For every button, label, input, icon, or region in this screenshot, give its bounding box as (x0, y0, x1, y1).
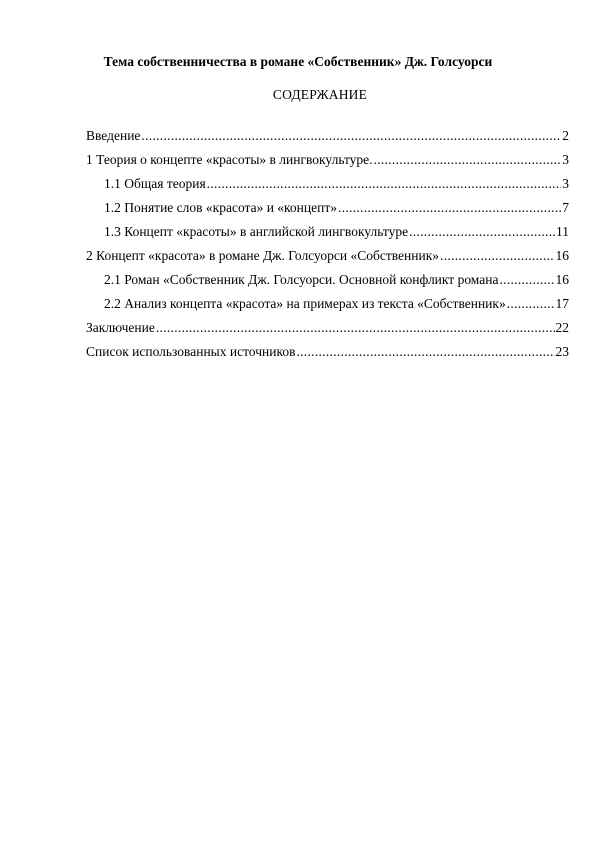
toc-entry-page: 3 (562, 176, 569, 191)
toc-entry-references[interactable] (86, 344, 569, 360)
toc-entry-page: 23 (555, 344, 569, 359)
toc-dot-leader (507, 296, 555, 312)
toc-dot-leader (409, 224, 555, 240)
toc-entry-page: 2 (562, 128, 569, 143)
toc-entry-label: 2.2 Анализ концепта «красота» на примерах из текста «Собственник» (104, 296, 506, 311)
toc-entry-label: 2 Концепт «красота» в романе Дж. Голсуорси «Собственник» (86, 248, 440, 263)
toc-entry-section-2-2[interactable] (104, 296, 569, 312)
toc-entry-label: 1 Теория о концепте «красоты» в лингвокультуре. (86, 152, 373, 167)
toc-entry-page: 11 (556, 224, 569, 239)
toc-dot-leader (338, 200, 561, 216)
toc-entry-chapter-1[interactable] (86, 152, 569, 168)
toc-dot-leader (207, 176, 562, 192)
toc-entry-label: Список использованных источников (86, 344, 296, 359)
toc-entry-section-1-3[interactable] (104, 224, 569, 240)
toc-dot-leader (141, 128, 561, 144)
toc-entry-label: 1.1 Общая теория (104, 176, 206, 191)
toc-entry-page: 16 (555, 272, 569, 287)
toc-entry-label: Введение (86, 128, 141, 143)
toc-entry-label: 1.3 Концепт «красоты» в английской лингвокультуре (104, 224, 409, 239)
toc-entry-page: 7 (562, 200, 569, 215)
toc-dot-leader (499, 272, 554, 288)
toc-dot-leader (156, 320, 555, 336)
toc-entry-label: 1.2 Понятие слов «красота» и «концепт» (104, 200, 337, 215)
toc-entry-chapter-2[interactable] (86, 248, 569, 264)
toc-entry-section-1-2[interactable] (104, 200, 569, 216)
toc-dot-leader (440, 248, 554, 264)
toc-dot-leader (296, 344, 554, 360)
toc-entry-label: Заключение (86, 320, 155, 335)
toc-entry-section-1-1[interactable] (104, 176, 569, 192)
toc-entry-conclusion[interactable] (86, 320, 569, 336)
toc-heading: СОДЕРЖАНИЕ (272, 87, 368, 102)
document-title: Тема собственничества в романе «Собственник» Дж. Голсуорси (103, 54, 493, 69)
toc-entry-page: 22 (555, 320, 569, 335)
toc-entry-label: 2.1 Роман «Собственник Дж. Голсуорси. Основной конфликт романа (104, 272, 499, 287)
toc-entry-page: 16 (555, 248, 569, 263)
toc-entry-page: 17 (555, 296, 569, 311)
toc-dot-leader (374, 152, 562, 168)
toc-entry-section-2-1[interactable] (104, 272, 569, 288)
toc-entry-page: 3 (562, 152, 569, 167)
toc-entry-introduction[interactable] (86, 128, 569, 144)
